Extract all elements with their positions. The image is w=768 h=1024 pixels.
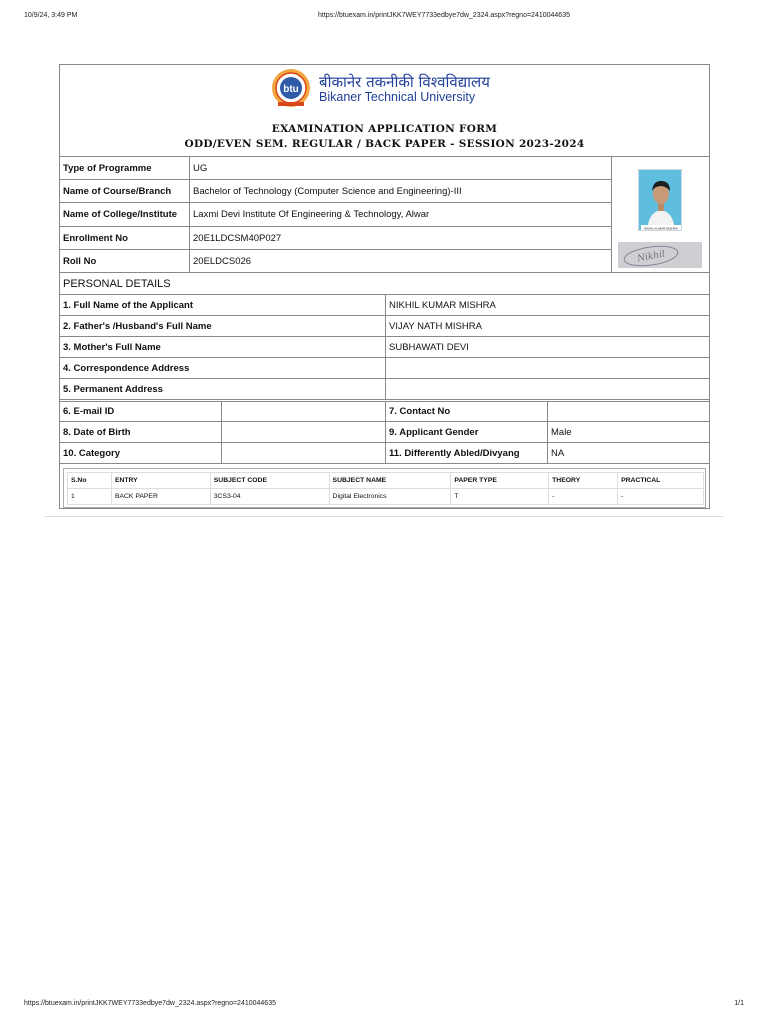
college-label: Name of College/Institute [60, 203, 190, 227]
column-header: PAPER TYPE [451, 473, 549, 489]
college-value: Laxmi Devi Institute Of Engineering & Technology, Alwar [190, 203, 612, 227]
father-name-label: 2. Father's /Husband's Full Name [60, 316, 386, 337]
table-row [68, 489, 704, 505]
print-url[interactable]: https://btuexam.in/printJKK7WEY7733edbye7dw_2324.aspx?regno=2410044635 [318, 12, 570, 19]
subjects-table-box [63, 468, 706, 508]
column-header: ENTRY [111, 473, 210, 489]
table-cell: Digital Electronics [329, 489, 451, 505]
full-name-value: NIKHIL KUMAR MISHRA [386, 295, 709, 316]
programme-type-value: UG [190, 157, 612, 180]
signature-text: Nikhil [636, 249, 666, 265]
university-logo-icon [270, 68, 312, 108]
contact-label: 7. Contact No [386, 402, 548, 422]
footer-url[interactable]: https://btuexam.in/printJKK7WEY7733edbye7dw_2324.aspx?regno=2410044635 [24, 1000, 276, 1007]
table-cell: T [451, 489, 549, 505]
table-cell: - [549, 489, 618, 505]
divyang-label: 11. Differently Abled/Divyang [386, 443, 548, 464]
column-header: SUBJECT NAME [329, 473, 451, 489]
browser-print-footer [24, 1000, 744, 1010]
table-cell: - [618, 489, 704, 505]
contact-value [548, 402, 709, 422]
application-form [59, 64, 710, 509]
dob-label: 8. Date of Birth [60, 422, 222, 443]
person-photo-icon [639, 170, 682, 231]
applicant-photo [638, 169, 682, 231]
subjects-table [67, 472, 704, 505]
university-name-hindi: बीकानेर तकनीकी विश्वविद्यालय [319, 73, 490, 91]
gender-label: 9. Applicant Gender [386, 422, 548, 443]
photo-area [612, 157, 709, 273]
permanent-address-label: 5. Permanent Address [60, 379, 386, 400]
dob-value [222, 422, 386, 443]
email-value [222, 402, 386, 422]
form-header [60, 65, 709, 157]
column-header: S.No [68, 473, 112, 489]
signature-icon [618, 242, 702, 268]
table-cell: BACK PAPER [111, 489, 210, 505]
table-cell: 3CS3-04 [210, 489, 329, 505]
university-name-english: Bikaner Technical University [319, 90, 476, 104]
course-value: Bachelor of Technology (Computer Science and Engineering)-III [190, 180, 612, 203]
gender-value: Male [548, 422, 709, 443]
logo-text: btu [283, 84, 299, 95]
divyang-value: NA [548, 443, 709, 464]
mother-name-label: 3. Mother's Full Name [60, 337, 386, 358]
course-label: Name of Course/Branch [60, 180, 190, 203]
personal-details-title: PERSONAL DETAILS [60, 273, 709, 295]
column-header: SUBJECT CODE [210, 473, 329, 489]
page-number: 1/1 [734, 1000, 744, 1007]
category-value [222, 443, 386, 464]
enrollment-label: Enrollment No [60, 227, 190, 250]
browser-print-header [24, 12, 744, 22]
subjects-header-row [68, 473, 704, 489]
enrollment-value: 20E1LDCSM40P027 [190, 227, 612, 250]
print-timestamp: 10/9/24, 3:49 PM [24, 12, 78, 19]
father-name-value: VIJAY NATH MISHRA [386, 316, 709, 337]
form-title: EXAMINATION APPLICATION FORM [271, 123, 498, 135]
category-label: 10. Category [60, 443, 222, 464]
full-name-label: 1. Full Name of the Applicant [60, 295, 386, 316]
programme-type-label: Type of Programme [60, 157, 190, 180]
roll-label: Roll No [60, 250, 190, 273]
page-divider [44, 516, 724, 517]
correspondence-address-value [386, 358, 709, 379]
column-header: PRACTICAL [618, 473, 704, 489]
applicant-signature [618, 242, 702, 268]
form-subtitle: ODD/EVEN SEM. REGULAR / BACK PAPER - SESSION 2023-2024 [184, 138, 585, 150]
column-header: THEORY [549, 473, 618, 489]
photo-caption: NIKHIL KUMAR MISHRA [644, 226, 678, 231]
email-label: 6. E-mail ID [60, 402, 222, 422]
correspondence-address-label: 4. Correspondence Address [60, 358, 386, 379]
permanent-address-value [386, 379, 709, 400]
table-cell: 1 [68, 489, 112, 505]
roll-value: 20ELDCS026 [190, 250, 612, 273]
mother-name-value: SUBHAWATI DEVI [386, 337, 709, 358]
